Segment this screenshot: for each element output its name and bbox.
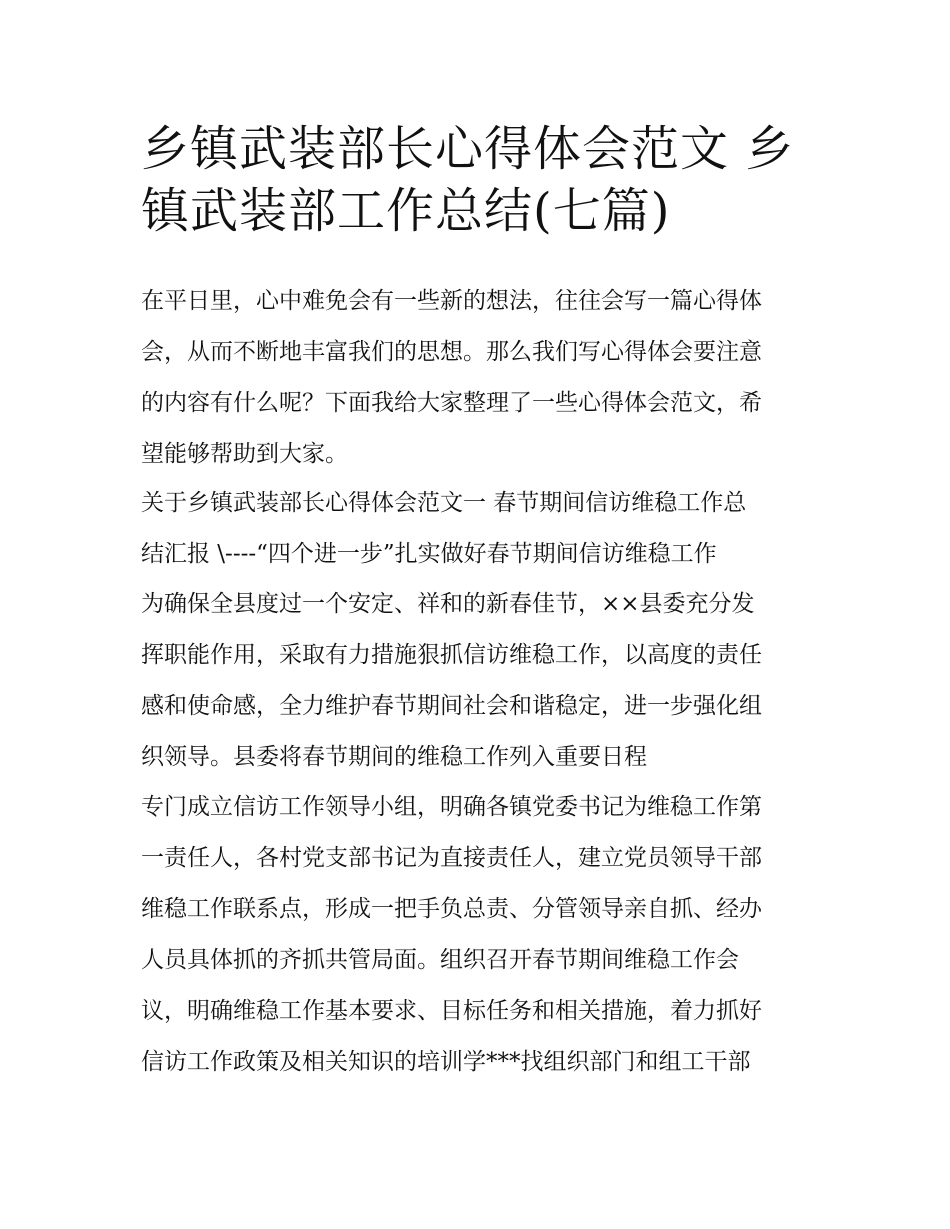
paragraph-section-heading: 关于乡镇武装部长心得体会范文一 春节期间信访维稳工作总 结汇报 \----“四个进一步”扎实做好春节期间信访维稳工作 [141,490,747,567]
document-title: 乡镇武装部长心得体会范文 乡 镇武装部工作总结(七篇) [141,121,795,239]
paragraph-intro: 在平日里，心中难免会有一些新的想法，往往会写一篇心得体 会，从而不断地丰富我们的思想。那么我们写心得体会要注意 的内容有什么呢？下面我给大家整理了一些心得体会范文，希 望能够帮助到大家。 [141,288,762,467]
paragraph-body-1: 为确保全县度过一个安定、祥和的新春佳节，××县委充分发 挥职能作用，采取有力措施狠抓信访维稳工作，以高度的责任 感和使命感，全力维护春节期间社会和谐稳定，进一步强化组 织领导。县委将春节期间的维稳工作列入重要日程 [141,591,762,770]
paragraph-body-2: 专门成立信访工作领导小组，明确各镇党委书记为维稳工作第 一责任人，各村党支部书记为直接责任人，建立党员领导干部 维稳工作联系点，形成一把手负总责、分管领导亲自抓、经办 人员具体抓的齐抓共管局面。组织召开春节期间维稳工作会 议，明确维稳工作基本要求、目标任务和相关措施，着力抓好 信访工作政策及相关知识的培训学***找组织部门和组工干部 [141,794,762,1075]
